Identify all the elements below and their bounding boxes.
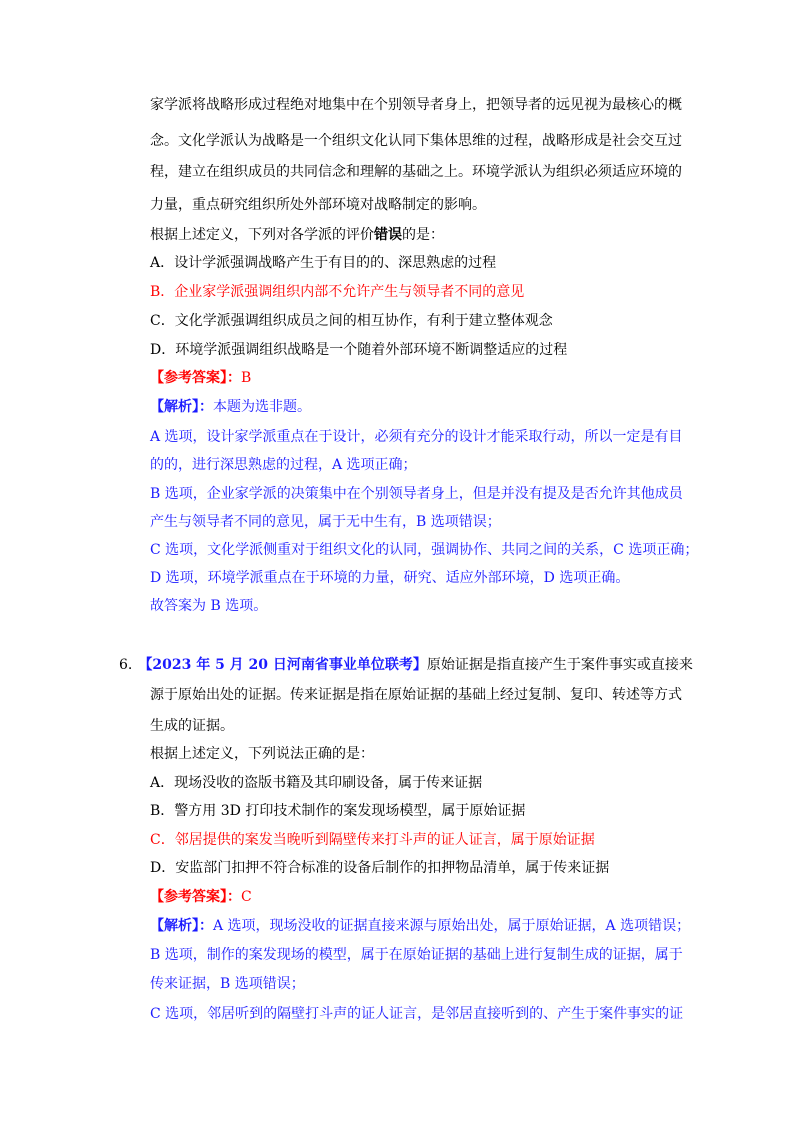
q5-analysis-line-1: A 选项，设计家学派重点在于设计，必须有充分的设计才能采取行动，所以一定是有目 — [150, 429, 683, 445]
q6-first-line — [119, 655, 693, 675]
q5-option-c: C．文化学派强调组织成员之间的相互协作，有利于建立整体观念 — [150, 313, 553, 329]
q5-option-d: D．环境学派强调组织战略是一个随着外部环境不断调整适应的过程 — [150, 342, 568, 358]
q5-analysis-line-2: 的的，进行深思熟虑的过程，A 选项正确； — [150, 457, 417, 473]
q6-answer-label: 【参考答案】： — [150, 889, 241, 905]
q5-analysis-line-4: 产生与领导者不同的意见，属于无中生有，B 选项错误； — [150, 514, 501, 530]
q5-answer-value: B — [241, 370, 252, 386]
q5-stem-line-4: 力量，重点研究组织所处外部环境对战略制定的影响。 — [150, 197, 486, 213]
q6-stem-line-2: 源于原始出处的证据。传来证据是指在原始证据的基础上经过复制、复印、转述等方式 — [150, 687, 682, 703]
q6-analysis-line-4: C 选项，邻居听到的隔壁打斗声的证人证言，是邻居直接听到的、产生于案件事实的证 — [150, 1006, 684, 1022]
q5-analysis-intro: 本题为选非题。 — [213, 399, 311, 415]
q6-analysis-label: 【解析】： — [150, 918, 213, 934]
q6-answer-value: C — [241, 889, 252, 905]
q5-analysis-label: 【解析】： — [150, 399, 213, 415]
q6-option-d: D．安监部门扣押不符合标准的设备后制作的扣押物品清单，属于传来证据 — [150, 860, 610, 876]
q5-stem-line-2: 念。文化学派认为战略是一个组织文化认同下集体思维的过程，战略形成是社会交互过 — [150, 133, 682, 149]
q5-option-b: B．企业家学派强调组织内部不允许产生与领导者不同的意见 — [150, 284, 525, 300]
q6-analysis-first: A 选项，现场没收的证据直接来源与原始出处，属于原始证据，A 选项错误； — [213, 918, 691, 934]
q5-prompt-prefix: 根据上述定义，下列对各学派的评价 — [150, 227, 374, 243]
q5-analysis-heading — [150, 397, 311, 417]
q6-option-b: B．警方用 3D 打印技术制作的案发现场模型，属于原始证据 — [150, 803, 526, 819]
q5-answer-label: 【参考答案】： — [150, 370, 241, 386]
q5-analysis-line-7: 故答案为 B 选项。 — [150, 598, 268, 614]
q5-analysis-line-5: C 选项，文化学派侧重对于组织文化的认同，强调协作、共同之间的关系，C 选项正确； — [150, 542, 699, 558]
q6-analysis-line-3: 传来证据，B 选项错误； — [150, 976, 305, 992]
q5-answer — [150, 368, 251, 388]
q6-option-a: A．现场没收的盗版书籍及其印刷设备，属于传来证据 — [150, 775, 483, 791]
q5-question-prompt — [150, 225, 444, 245]
q6-analysis-line-2: B 选项，制作的案发现场的模型，属于在原始证据的基础上进行复制生成的证据，属于 — [150, 947, 683, 963]
q6-option-c: C．邻居提供的案发当晚听到隔壁传来打斗声的证人证言，属于原始证据 — [150, 832, 595, 848]
q6-question-prompt: 根据上述定义，下列说法正确的是： — [150, 746, 374, 762]
q5-prompt-suffix: 的是： — [402, 227, 444, 243]
q6-source: 【2023 年 5 月 20 日河南省事业单位联考】 — [138, 657, 427, 673]
q5-stem-line-3: 程，建立在组织成员的共同信念和理解的基础之上。环境学派认为组织必须适应环境的 — [150, 164, 682, 180]
q6-answer — [150, 887, 252, 907]
q6-analysis-heading — [150, 916, 690, 936]
q6-number: 6. — [119, 657, 133, 673]
q5-prompt-keyword: 错误 — [374, 227, 402, 243]
q5-analysis-line-3: B 选项，企业家学派的决策集中在个别领导者身上，但是并没有提及是否允许其他成员 — [150, 486, 683, 502]
q5-analysis-line-6: D 选项，环境学派重点在于环境的力量，研究、适应外部环境，D 选项正确。 — [150, 570, 630, 586]
q5-option-a: A．设计学派强调战略产生于有目的的、深思熟虑的过程 — [150, 255, 497, 271]
q6-stem-line-3: 生成的证据。 — [150, 718, 234, 734]
q6-stem-first: 原始证据是指直接产生于案件事实或直接来 — [426, 657, 693, 673]
q5-stem-line-1: 家学派将战略形成过程绝对地集中在个别领导者身上，把领导者的远见视为最核心的概 — [150, 97, 682, 113]
